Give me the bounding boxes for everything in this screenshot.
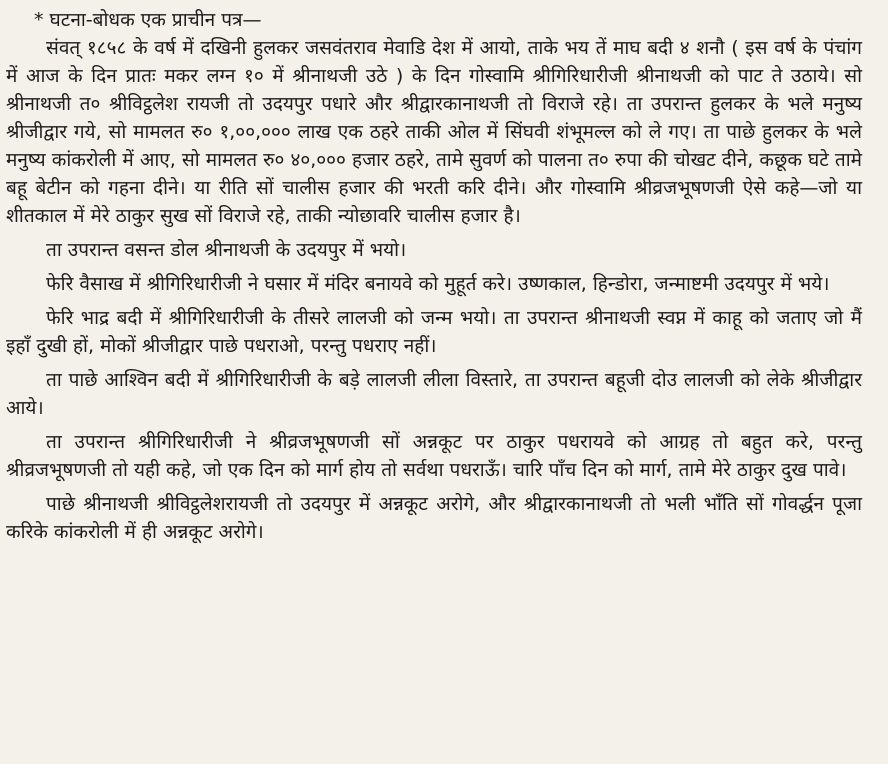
paragraph-5: ता पाछे आश्विन बदी में श्रीगिरिधारीजी के बड़े लालजी लीला विस्तारे, ता उपरान्त बहूजी दोउ लालजी को लेके श्रीजीद्वार आये। (6, 369, 862, 419)
paragraph-2: ता उपरान्त वसन्त डोल श्रीनाथजी के उदयपुर में भयो। (46, 239, 407, 261)
document-heading: * घटना-बोधक एक प्राचीन पत्र— (34, 9, 262, 31)
paragraph-1: संवत् १८५८ के वर्ष में दखिनी हुलकर जसवंतराव मेवाडि देश में आयो, ताके भय तें माघ बदी ४ शनौ ( इस वर्ष के पंचांग में आज के दिन प्रातः मकर लग्न १० में श्रीनाथजी उठे ) के दिन गोस्वामि श्रीगिरिधारीजी श्रीनाथजी को पाट ते उठाये। सो श्रीनाथजी त० श्रीविट्ठलेश रायजी तो उदयपुर पधारे और श्रीद्वारकानाथजी तो विराजे रहे। ता उपरान्त हुलकर के भले मनुष्य श्रीजीद्वार गये, सो मामलत रु० १,००,००० लाख एक ठहरे ताकी ओल में सिंघवी शंभूमल्ल को ले गए। ता पाछे हुलकर के भले मनुष्य कांकरोली में आए, सो मामलत रु० ४०,००० हजार ठहरे, तामे सुवर्ण को पालना त० रुपा की चोखट दीने, कछूक घटे तामे बहू बेटीन को गहना दीने। या रीति सों चालीस हजार की भरती करि दीने। और गोस्वामि श्रीव्रजभूषणजी ऐसे कहे—जो या शीतकाल में मेरे ठाकुर सुख सों विराजे रहे, ताकी न्योछावरि चालीस हजार है। (6, 37, 862, 227)
paragraph-3: फेरि वैसाख में श्रीगिरिधारीजी ने घसार में मंदिर बनायवे को मुहूर्त करे। उष्णकाल, हिन्डोरा, जन्माष्टमी उदयपुर में भये। (46, 273, 830, 295)
paragraph-6: ता उपरान्त श्रीगिरिधारीजी ने श्रीव्रजभूषणजी सों अन्नकूट पर ठाकुर पधरायवे को आग्रह तो बहुत करे, परन्तु श्रीव्रजभूषणजी तो यही कहे, जो एक दिन को मार्ग होय तो सर्वथा पधराऊँ। चारि पाँच दिन को मार्ग, तामे मेरे ठाकुर दुख पावे। (6, 431, 862, 481)
paragraph-4: फेरि भाद्र बदी में श्रीगिरिधारीजी के तीसरे लालजी को जन्म भयो। ता उपरान्त श्रीनाथजी स्वप्न में काहू को जताए जो मैं इहाँ दुखी हों, मोकों श्रीजीद्वार पाछे पधराओ, परन्तु पधराए नहीं। (6, 307, 862, 357)
paragraph-7: पाछे श्रीनाथजी श्रीविट्ठलेशरायजी तो उदयपुर में अन्नकूट अरोगे, और श्रीद्वारकानाथजी तो भली भाँति सों गोवर्द्धन पूजा करिके कांकरोली में ही अन्नकूट अरोगे। (6, 493, 862, 543)
